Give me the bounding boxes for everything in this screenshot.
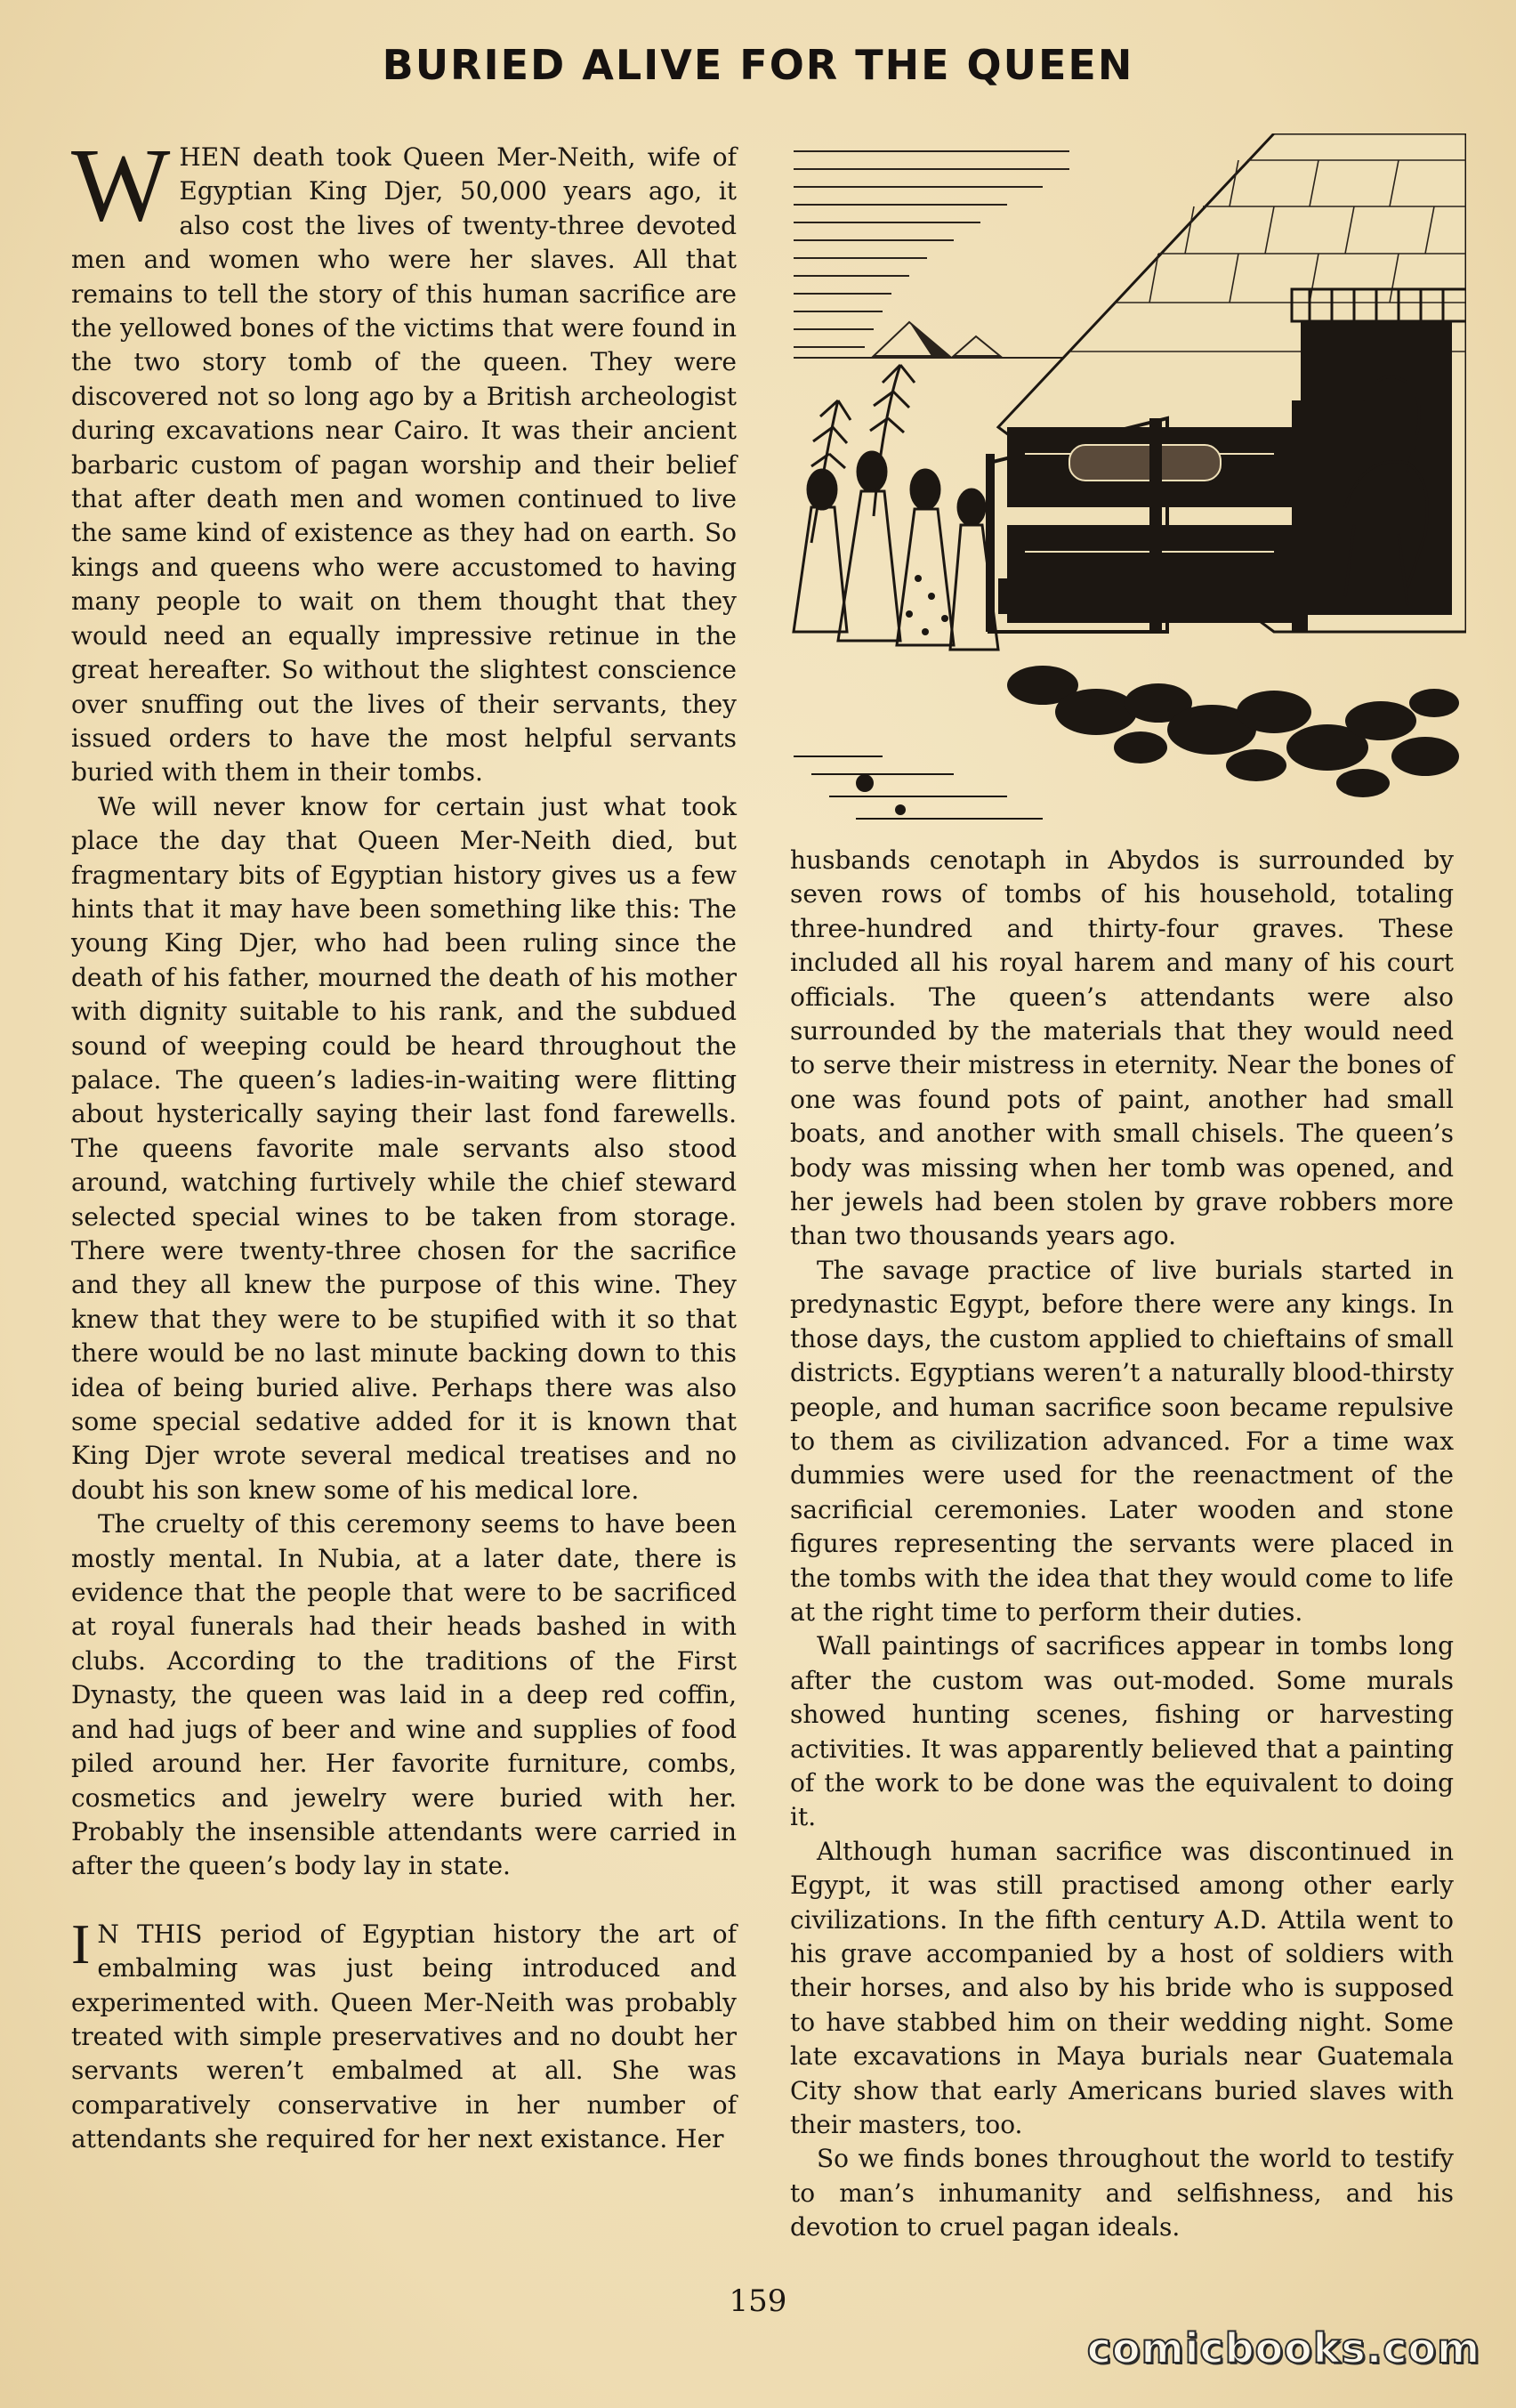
paragraph-text: HEN death took Queen Mer-Neith, wife of Egyptian King Djer, 50,000 years ago, it also cost the lives of twenty-three devoted men and women who were her slaves. All that remains to tell the story of this human sacrifice are the yellowed bones of the victims that were found in the two story tomb of the queen. They were discovered not so long ago by a British archeologist during excavations near Cairo. It was their ancient barbaric custom of pagan worship and their belief that after death men and women continued to live the same kind of existence as they had on earth. So kings and queens who were accustomed to having many people to wait on them thought that they would need an equally impressive retinue in the great hereafter. So without the slightest conscience over snuffing out the lives of their servants, they issued orders to have the most helpful servants buried with them in their tombs. [71, 142, 737, 788]
tomb-illustration [776, 133, 1466, 833]
paragraph: The savage practice of live burials started in predynastic Egypt, before there were any kings. In those days, the custom applied to chieftains of small districts. Egyptians weren’t a naturally blood-thirsty people, and human sacrifice soon became repulsive to them as civilization advanced. For a time wax dummies were used for the reenactment of the sacrificial ceremonies. Later wooden and stone figures representing the servants were placed in the tombs with the idea that they would come to life at the right time to perform their duties. [790, 1255, 1454, 1627]
page-number: 159 [729, 2283, 787, 2319]
paragraph: husbands cenotaph in Abydos is surrounded by seven rows of tombs of his household, totaling three-hundred and thirty-four graves. These included all his royal harem and many of his court officials. The queen’s attendants were also surrounded by the materials that they would need to serve their mistress in eternity. Near the bones of one was found pots of paint, another had small boats, and another with small chisels. The queen’s body was missing when her tomb was opened, and her jewels had been stolen by grave robbers more than two thousands years ago. [790, 845, 1454, 1251]
paragraph: Although human sacrifice was discontinued in Egypt, it was still practised among other early civilizations. In the fifth century A.D. Attila went to his grave accompanied by a host of soldiers with their horses, and also by his bride who is supposed to have stabbed him on their wedding night. Some late excavations in Maya burials near Guatemala City show that early Americans buried slaves with their masters, too. [790, 1836, 1454, 2140]
drop-cap: W [71, 126, 171, 243]
paragraph-text: N THIS period of Egyptian history the art of embalming was just being introduced and experimented with. Queen Mer-Neith was probably treated with simple preservatives and no doubt her servants weren’t embalmed at all. She was comparatively conservative in her number of attendants she required for her next existance. Her [71, 1919, 737, 2154]
site-watermark: comicbooks.com [1086, 2324, 1480, 2372]
paragraph [71, 1911, 737, 2157]
article-title: BURIED ALIVE FOR THE QUEEN [382, 41, 1134, 89]
paragraph [71, 126, 737, 790]
paragraph: So we finds bones throughout the world to testify to man’s inhumanity and selfishness, and his devotion to cruel pagan ideals. [790, 2144, 1454, 2242]
left-column [71, 126, 737, 2241]
right-column [790, 844, 1454, 2245]
paragraph: Wall paintings of sacrifices appear in tombs long after the custom was out-moded. Some murals showed hunting scenes, fishing or harvesting activities. It was apparently believed that a painting of the work to be done was the equivalent to doing it. [790, 1631, 1454, 1832]
paragraph: We will never know for certain just what took place the day that Queen Mer-Neith died, but fragmentary bits of Egyptian history gives us a few hints that it may have been something like this: The young King Djer, who had been ruling since the death of his father, mourned the death of his mother with dignity suitable to his rank, and the subdued sound of weeping could be heard throughout the palace. The queen’s ladies-in-waiting were flitting about hysterically saying their last fond farewells. The queens favorite male servants also stood around, watching furtively while the chief steward selected special wines to be taken from storage. There were twenty-three chosen for the sacrifice and they all knew the purpose of this wine. They knew that they were to be stupified with it so that there would be no last minute backing down to this idea of being buried alive. Perhaps there was also some special sedative added for it is known that King Djer wrote several medical treatises and no doubt his son knew some of his medical lore. [71, 791, 737, 1505]
paragraph: The cruelty of this ceremony seems to have been mostly mental. In Nubia, at a later date, there is evidence that the people that were to be sacrificed at royal funerals had their heads bashed in with clubs. According to the traditions of the First Dynasty, the queen was laid in a deep red coffin, and had jugs of beer and wine and supplies of food piled around her. Her favorite furniture, combs, cosmetics and jewelry were buried with her. Probably the insensible attendants were carried in after the queen’s body lay in state. [71, 1509, 737, 1881]
drop-cap: I [71, 1911, 91, 1976]
